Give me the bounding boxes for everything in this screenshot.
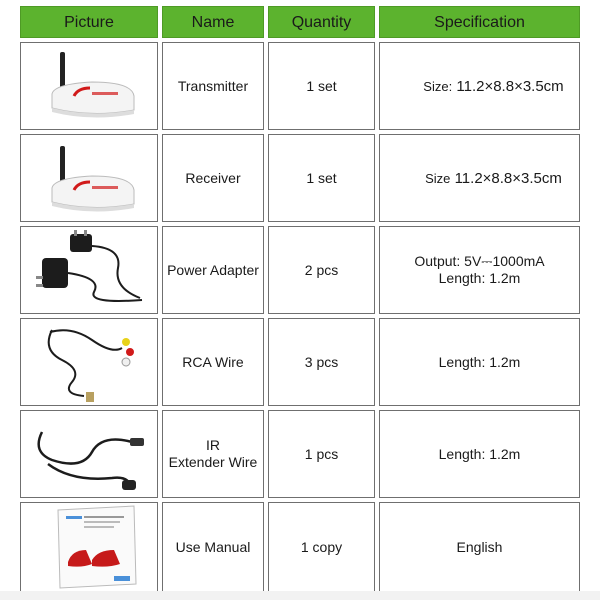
name-rca-wire bbox=[162, 318, 264, 406]
quantity-transmitter bbox=[268, 42, 375, 130]
quantity-rca-wire bbox=[268, 318, 375, 406]
user-manual-booklet-icon bbox=[22, 504, 156, 590]
spec-transmitter-size-label: Size: bbox=[423, 78, 453, 94]
name-ir-extender-wire bbox=[162, 410, 264, 498]
header-picture-label: Picture bbox=[64, 13, 114, 31]
spec-power-adapter-output: Output: 5V⎓1000mA bbox=[414, 253, 545, 269]
picture-receiver bbox=[20, 134, 158, 222]
name-receiver-label: Receiver bbox=[185, 169, 241, 186]
header-quantity-label: Quantity bbox=[291, 13, 352, 31]
header-picture bbox=[20, 6, 158, 38]
quantity-use-manual bbox=[268, 502, 375, 592]
spec-receiver bbox=[379, 134, 580, 222]
header-specification bbox=[379, 6, 580, 38]
name-ir-extender-wire-line1: IR bbox=[206, 437, 220, 453]
picture-use-manual bbox=[20, 502, 158, 592]
quantity-use-manual-label: 1 copy bbox=[300, 538, 343, 555]
quantity-transmitter-label: 1 set bbox=[306, 77, 337, 94]
rca-wire-icon bbox=[22, 320, 156, 404]
spec-transmitter bbox=[379, 42, 580, 130]
name-power-adapter-label: Power Adapter bbox=[167, 261, 259, 278]
header-name-label: Name bbox=[191, 13, 235, 31]
spec-ir-extender-wire-length: Length: 1.2m bbox=[438, 445, 521, 462]
name-transmitter bbox=[162, 42, 264, 130]
quantity-power-adapter bbox=[268, 226, 375, 314]
header-name bbox=[162, 6, 264, 38]
spec-receiver-line bbox=[397, 170, 562, 187]
spec-rca-wire-length: Length: 1.2m bbox=[438, 353, 521, 370]
quantity-ir-extender-wire-label: 1 pcs bbox=[304, 445, 339, 462]
header-specification-label: Specification bbox=[434, 13, 525, 31]
name-use-manual-label: Use Manual bbox=[175, 538, 251, 555]
ir-extender-wire-icon bbox=[22, 412, 156, 496]
name-rca-wire-label: RCA Wire bbox=[182, 353, 244, 370]
spec-rca-wire bbox=[379, 318, 580, 406]
spec-transmitter-size-value: 11.2×8.8×3.5cm bbox=[456, 77, 564, 95]
power-adapter-icon bbox=[22, 228, 156, 312]
next-row-edge bbox=[0, 591, 600, 600]
spec-ir-extender-wire bbox=[379, 410, 580, 498]
spec-use-manual bbox=[379, 502, 580, 592]
spec-power-adapter-length: Length: 1.2m bbox=[438, 270, 521, 286]
quantity-receiver bbox=[268, 134, 375, 222]
spec-transmitter-line bbox=[395, 78, 563, 95]
transmitter-device-icon bbox=[22, 44, 156, 128]
picture-power-adapter bbox=[20, 226, 158, 314]
quantity-ir-extender-wire bbox=[268, 410, 375, 498]
name-use-manual bbox=[162, 502, 264, 592]
picture-transmitter bbox=[20, 42, 158, 130]
spec-receiver-size-label: Size bbox=[425, 170, 451, 186]
picture-rca-wire bbox=[20, 318, 158, 406]
name-receiver bbox=[162, 134, 264, 222]
quantity-power-adapter-label: 2 pcs bbox=[304, 261, 339, 278]
spec-power-adapter bbox=[379, 226, 580, 314]
receiver-device-icon bbox=[22, 136, 156, 220]
spec-use-manual-language: English bbox=[456, 538, 503, 555]
name-power-adapter bbox=[162, 226, 264, 314]
quantity-rca-wire-label: 3 pcs bbox=[304, 353, 339, 370]
picture-ir-extender-wire bbox=[20, 410, 158, 498]
spec-receiver-size-value: 11.2×8.8×3.5cm bbox=[454, 169, 562, 187]
name-transmitter-label: Transmitter bbox=[177, 77, 249, 94]
header-quantity bbox=[268, 6, 375, 38]
name-ir-extender-wire-line2: Extender Wire bbox=[168, 454, 258, 470]
quantity-receiver-label: 1 set bbox=[306, 169, 337, 186]
